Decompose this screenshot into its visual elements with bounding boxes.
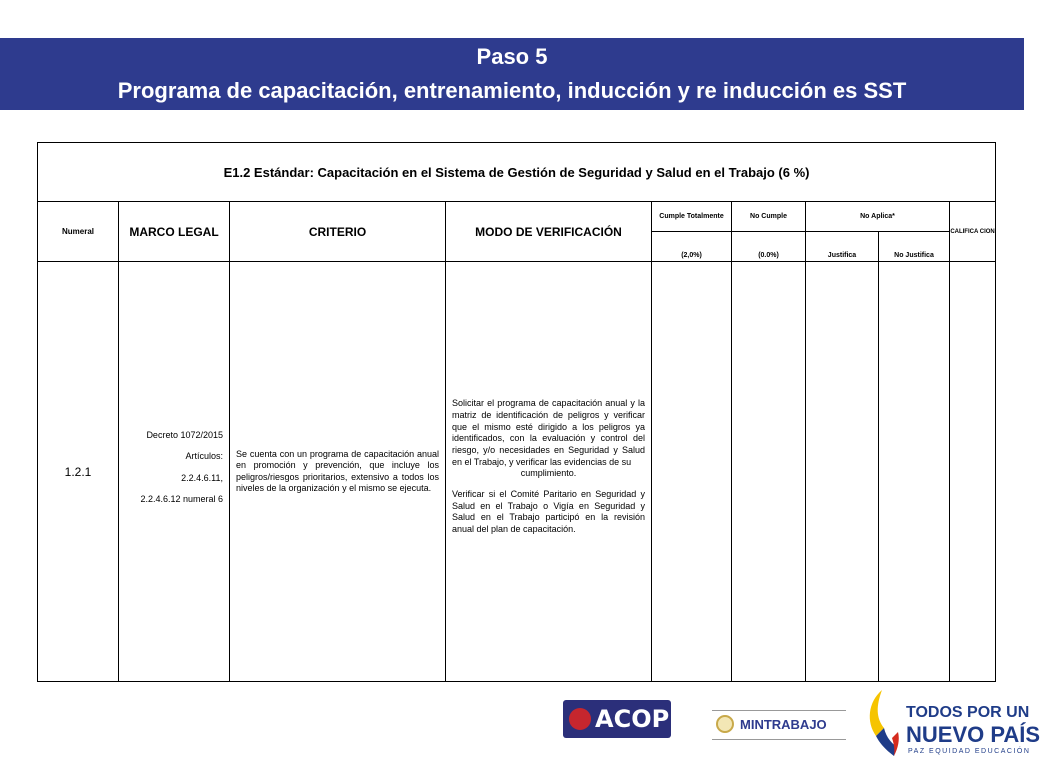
step-title: Paso 5: [476, 44, 548, 69]
no-cumple-percent: (0.0%): [732, 232, 806, 262]
cell-calificacion: [950, 262, 996, 682]
standards-table: [37, 142, 996, 682]
col-no-aplica: No Aplica*: [806, 202, 950, 232]
row-numeral: 1.2.1: [38, 262, 119, 682]
row-criterio: Se cuenta con un programa de capacitación anual en promoción y prevención, que incluye los peligros/riesgos prioritarios, extensivo a todos los niveles de la organización y el mismo se ejecuta.: [230, 262, 446, 682]
seal-icon: [716, 715, 734, 733]
col-numeral: Numeral: [38, 202, 119, 262]
title-banner: [0, 38, 1024, 110]
mintrabajo-logo: [712, 710, 846, 740]
flag-swoosh-icon: [862, 688, 902, 758]
marco-decreto: Decreto 1072/2015: [146, 430, 223, 441]
row-modo-verificacion: [446, 262, 652, 682]
page-title: Programa de capacitación, entrenamiento, inducción y re inducción es SST: [117, 78, 907, 103]
modo-paragraph-1: [452, 398, 645, 480]
col-criterio: CRITERIO: [230, 202, 446, 262]
col-cumple-totalmente: Cumple Totalmente: [652, 202, 732, 232]
col-no-justifica: No Justifica: [879, 232, 950, 262]
todos-line2: NUEVO PAÍS: [906, 722, 1040, 747]
cell-justifica: [806, 262, 879, 682]
cell-no-cumple: [732, 262, 806, 682]
col-no-cumple: No Cumple: [732, 202, 806, 232]
standard-header: E1.2 Estándar: Capacitación en el Sistema de Gestión de Seguridad y Salud en el Trabajo (6 %): [38, 143, 996, 202]
cell-no-justifica: [879, 262, 950, 682]
col-calificacion: CALIFICA CION: [950, 202, 996, 262]
footer-logos: [0, 682, 1040, 768]
todos-por-un-nuevo-pais-logo: [862, 684, 1040, 764]
col-marco-legal: MARCO LEGAL: [119, 202, 230, 262]
acopi-logo: [563, 700, 679, 738]
modo-paragraph-2: Verificar si el Comité Paritario en Seguridad y Salud en el Trabajo o Vigía en Seguridad y Salud en el Trabajo participó en la revisión anual del plan de capacitación.: [452, 489, 645, 535]
col-justifica: Justifica: [806, 232, 879, 262]
todos-line1: TODOS POR UN: [906, 704, 1030, 721]
cell-cumple: [652, 262, 732, 682]
todos-line3: PAZ EQUIDAD EDUCACIÓN: [908, 748, 1031, 755]
marco-art-2: 2.2.4.6.12 numeral 6: [140, 493, 223, 504]
marco-art-1: 2.2.4.6.11,: [181, 472, 223, 483]
col-modo-verificacion: MODO DE VERIFICACIÓN: [446, 202, 652, 262]
modo-p1-end: cumplimiento.: [520, 468, 577, 479]
cumple-percent: (2,0%): [652, 232, 732, 262]
acopi-mark-icon: [569, 708, 591, 730]
table-row: [38, 262, 996, 682]
row-marco-legal: [119, 262, 230, 682]
mintrabajo-text: MINTRABAJO: [740, 717, 827, 732]
acopi-text: ACOPI: [595, 705, 679, 733]
marco-articulos: Artículos:: [185, 451, 223, 462]
modo-p1-text: Solicitar el programa de capacitación anual y la matriz de identificación de peligros y verificar que el mismo esté dirigido a los peligros ya identificados, con la evaluación y control del riesgo, y/o necesidades en Seguridad y Salud en el Trabajo, y verificar las evidencias de su: [452, 398, 645, 467]
